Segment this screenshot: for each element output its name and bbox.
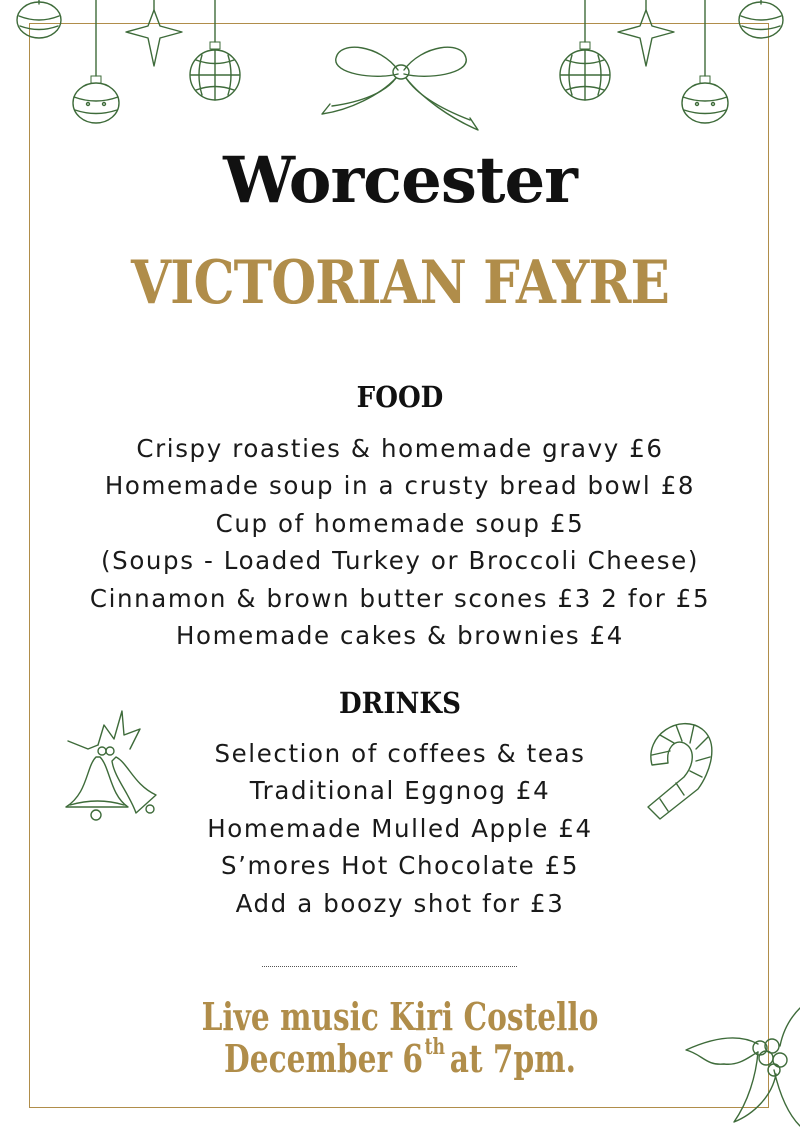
- ornament-icon: [186, 0, 244, 106]
- event-date-prefix: December 6: [224, 1036, 424, 1081]
- ornament-icon: [14, 0, 64, 44]
- ornament-icon: [677, 0, 733, 128]
- list-item: (Soups - Loaded Turkey or Broccoli Cheese): [101, 546, 699, 576]
- star-ornament-icon: [614, 0, 678, 72]
- ornament-icon: [556, 0, 614, 106]
- list-item: Add a boozy shot for £3: [235, 888, 565, 918]
- list-item: Crispy roasties & homemade gravy £6: [136, 434, 664, 463]
- ornament-icon: [68, 0, 124, 128]
- food-heading: FOOD: [356, 380, 444, 414]
- list-item: Selection of coffees & teas: [214, 739, 586, 768]
- page-title: Worcester: [223, 143, 577, 218]
- star-ornament-icon: [122, 0, 186, 72]
- list-item: Homemade soup in a crusty bread bowl £8: [104, 471, 696, 501]
- event-date-suffix-sup: th: [424, 1034, 446, 1060]
- event-line: Live music Kiri Costello: [201, 994, 599, 1039]
- list-item: Homemade cakes & brownies £4: [175, 620, 624, 650]
- event-date: [88, 1034, 712, 1081]
- list-item: Cinnamon & brown butter scones £3 2 for £5: [89, 583, 711, 613]
- bow-icon: [320, 40, 482, 134]
- page-subtitle: VICTORIAN FAYRE: [130, 248, 669, 318]
- drinks-heading: DRINKS: [339, 686, 461, 720]
- list-item: S’mores Hot Chocolate £5: [220, 851, 580, 881]
- list-item: Cup of homemade soup £5: [215, 508, 585, 538]
- event-time: at 7pm.: [449, 1036, 576, 1081]
- ornament-icon: [736, 0, 786, 44]
- divider: [262, 966, 517, 967]
- list-item: Homemade Mulled Apple £4: [207, 813, 593, 843]
- food-list: [0, 430, 800, 654]
- drinks-list: [0, 735, 800, 922]
- list-item: Traditional Eggnog £4: [249, 776, 551, 806]
